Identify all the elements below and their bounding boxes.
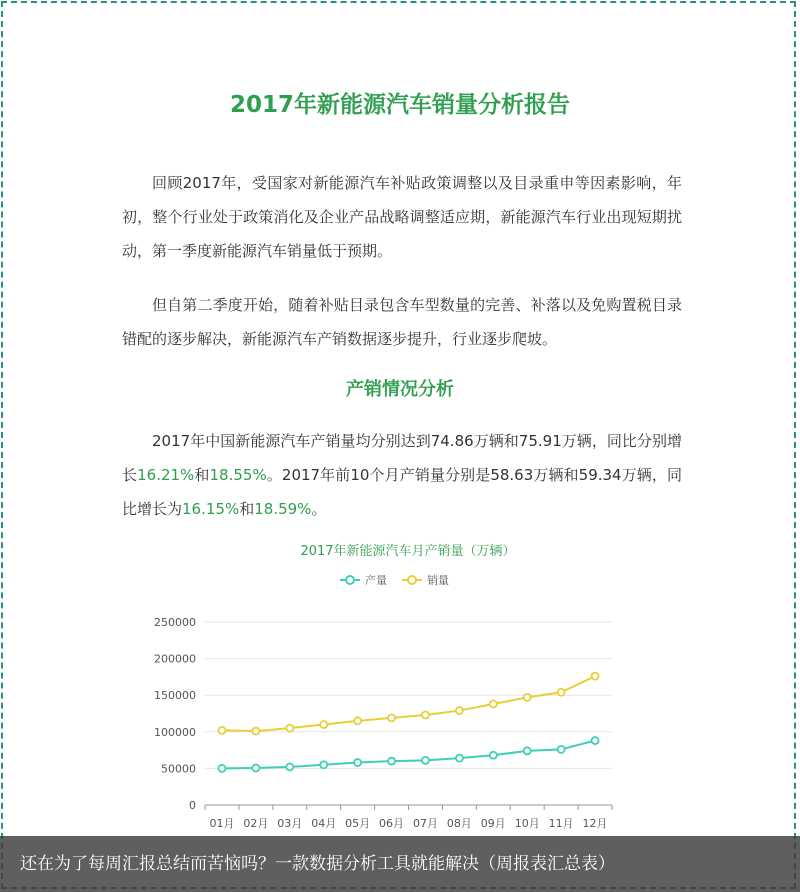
series-line-sales	[222, 676, 595, 731]
data-point-sales	[218, 727, 225, 734]
x-tick-label: 07月	[412, 817, 438, 830]
series-line-production	[222, 741, 595, 769]
y-tick-label: 250000	[154, 616, 196, 629]
second-paragraph: 但自第二季度开始，随着补贴目录包含车型数量的完善、补落以及免购置税目录错配的逐步解决，新能源汽车产销数据逐步提升，行业逐步爬坡。	[122, 296, 682, 348]
analysis-text-2: 和	[194, 466, 210, 484]
monthly-production-sales-chart	[0, 530, 800, 836]
data-point-production	[320, 761, 327, 768]
production-growth-highlight: 16.21%	[137, 466, 195, 484]
x-tick-label: 05月	[345, 817, 371, 830]
legend-label-2: 销量	[427, 574, 449, 587]
data-point-production	[252, 765, 259, 772]
data-point-production	[218, 765, 225, 772]
section-title: 产销情况分析	[346, 379, 454, 400]
x-tick-label: 02月	[243, 817, 269, 830]
legend-label-1: 产量	[365, 574, 387, 587]
data-point-production	[422, 757, 429, 764]
analysis-text-3: 。2017年前10个月产销量分别是58.63万辆和59.34万辆，同比增长为	[122, 466, 682, 518]
ten-month-sales-growth-highlight: 18.59%	[254, 500, 312, 518]
y-tick-label: 200000	[154, 652, 196, 666]
legend-marker-2	[408, 576, 416, 584]
analysis-text-1: 2017年中国新能源汽车产销量均分别达到74.86万辆和75.91万辆，同比分别增长	[122, 432, 682, 484]
x-tick-label: 06月	[379, 817, 405, 830]
x-tick-label: 09月	[480, 817, 506, 830]
analysis-text-4: 和	[239, 500, 255, 518]
data-point-production	[558, 746, 565, 753]
sales-growth-highlight: 18.55%	[209, 466, 267, 484]
data-point-sales	[524, 694, 531, 701]
data-point-production	[490, 752, 497, 759]
data-point-production	[592, 737, 599, 744]
intro-paragraph: 回顾2017年，受国家对新能源汽车补贴政策调整以及目录重申等因素影响，年初，整个行业处于政策消化及企业产品战略调整适应期，新能源汽车行业出现短期扰动，第一季度新能源汽车销量低于预期。	[122, 174, 682, 260]
data-point-sales	[252, 728, 259, 735]
data-point-production	[354, 759, 361, 766]
analysis-paragraph	[122, 424, 682, 526]
data-point-sales	[558, 689, 565, 696]
x-tick-label: 12月	[582, 817, 608, 830]
data-point-sales	[422, 711, 429, 718]
x-tick-label: 10月	[514, 817, 540, 830]
data-point-production	[388, 758, 395, 765]
x-tick-label: 04月	[311, 817, 337, 830]
data-point-sales	[354, 717, 361, 724]
y-tick-label: 150000	[154, 689, 196, 703]
page-title: 2017年新能源汽车销量分析报告	[229, 92, 570, 118]
data-point-sales	[456, 707, 463, 714]
data-point-sales	[490, 700, 497, 707]
data-point-production	[456, 755, 463, 762]
promo-banner[interactable]: 还在为了每周汇报总结而苦恼吗？一款数据分析工具就能解决（周报表汇总表）	[0, 836, 800, 892]
data-point-production	[286, 763, 293, 770]
y-tick-label: 100000	[154, 725, 196, 739]
x-tick-label: 03月	[277, 817, 303, 830]
analysis-text-5: 。	[311, 500, 327, 518]
data-point-sales	[286, 725, 293, 732]
data-point-sales	[592, 673, 599, 680]
chart-title: 2017年新能源汽车月产销量（万辆）	[300, 544, 516, 559]
data-point-sales	[388, 714, 395, 721]
ten-month-production-growth-highlight: 16.15%	[182, 500, 240, 518]
data-point-production	[524, 747, 531, 754]
x-tick-label: 08月	[446, 817, 472, 830]
data-point-sales	[320, 721, 327, 728]
y-tick-label: 0	[189, 799, 196, 812]
y-tick-label: 50000	[161, 762, 196, 776]
x-tick-label: 11月	[548, 817, 574, 830]
legend-marker-1	[346, 576, 354, 584]
x-tick-label: 01月	[209, 817, 235, 830]
